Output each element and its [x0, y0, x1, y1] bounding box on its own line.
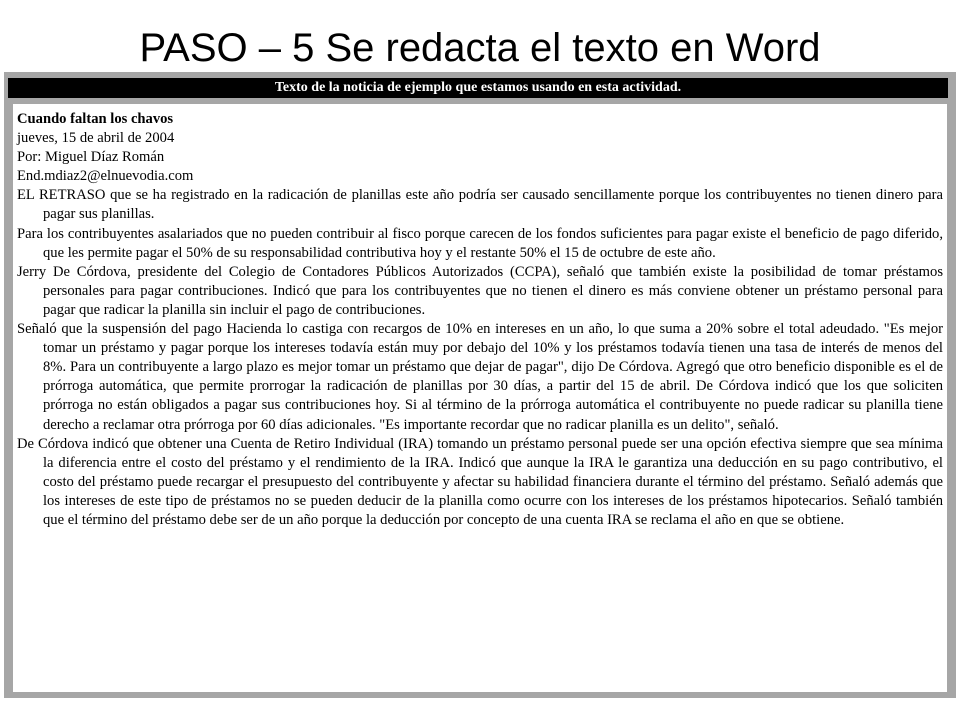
article-body — [13, 104, 947, 692]
article-headline: Cuando faltan los chavos — [17, 111, 174, 127]
article-date: jueves, 15 de abril de 2004 — [17, 130, 175, 147]
article-paragraph: EL RETRASO que se ha registrado en la radicación de planillas este año podría ser causado sencillamente porque los contribuyentes no tienen dinero para pagar sus planillas. — [17, 187, 943, 223]
article-paragraph: Jerry De Córdova, presidente del Colegio de Contadores Públicos Autorizados (CCPA), señaló que también existe la posibilidad de tomar préstamos personales para pagar contribuciones. Indicó que para los contribuyentes que no tienen el dinero es más conviene obtener un préstamo personal para pagar que radicar la planilla sin incluir el pago de contribuciones. — [17, 263, 943, 318]
article-paragraph: De Córdova indicó que obtener una Cuenta de Retiro Individual (IRA) tomando un préstamo personal puede ser una opción efectiva siempre que sea mínima la diferencia entre el costo del préstamo y el rendimiento de la IRA. Indicó que aunque la IRA le garantiza una deducción en su pago contributivo, el costo del préstamo puede recargar el presupuesto del contribuyente y afectar su habilidad financiera durante el término del préstamo. Señaló además que los intereses de este tipo de préstamos no se pueden deducir de la planilla como ocurre con los intereses de los préstamos hipotecarios. Señaló también que el término del préstamo debe ser de un año porque la deducción por concepto de una cuenta IRA se reclama el año en que se obtiene. — [17, 435, 943, 528]
article-paragraph: Para los contribuyentes asalariados que no pueden contribuir al fisco porque carecen de los fondos suficientes para pagar existe el beneficio de pago diferido, que les permite pagar el 50% de su responsabilidad contributiva hoy y el restante 50% el 15 de octubre de este año. — [17, 225, 943, 261]
article-paragraph: Señaló que la suspensión del pago Hacienda lo castiga con recargos de 10% en intereses en un año, lo que suma a 20% sobre el total adeudado. "Es mejor tomar un préstamo y pagar porque los intereses todavía están muy por debajo del 10% y los préstamos todavía tienen una tasa de interés de menos del 8%. Para un contribuyente a largo plazo es mejor tomar un préstamo que dejar de pagar", dijo De Córdova. Agregó que otro beneficio disponible es el de prórroga automática, que permite prorrogar la radicación de planillas por 30 días, a partir del 15 de abril. De Córdova indicó que los que soliciten prórroga no están obligados a pagar sus contribuciones hoy. Si al término de la prórroga automática el contribuyente no puede radicar su planilla tiene derecho a reclamar otra prórroga por 60 días adicionales. "Es importante recordar que no radicar planilla es un delito", señaló. — [17, 321, 943, 433]
article-byline: Por: Miguel Díaz Román — [17, 149, 165, 166]
banner: Texto de la noticia de ejemplo que estamos usando en esta actividad. — [8, 78, 948, 98]
slide-title: PASO – 5 Se redacta el texto en Word — [139, 26, 821, 70]
document-frame — [4, 72, 956, 698]
article-email: End.mdiaz2@elnuevodia.com — [17, 168, 194, 185]
